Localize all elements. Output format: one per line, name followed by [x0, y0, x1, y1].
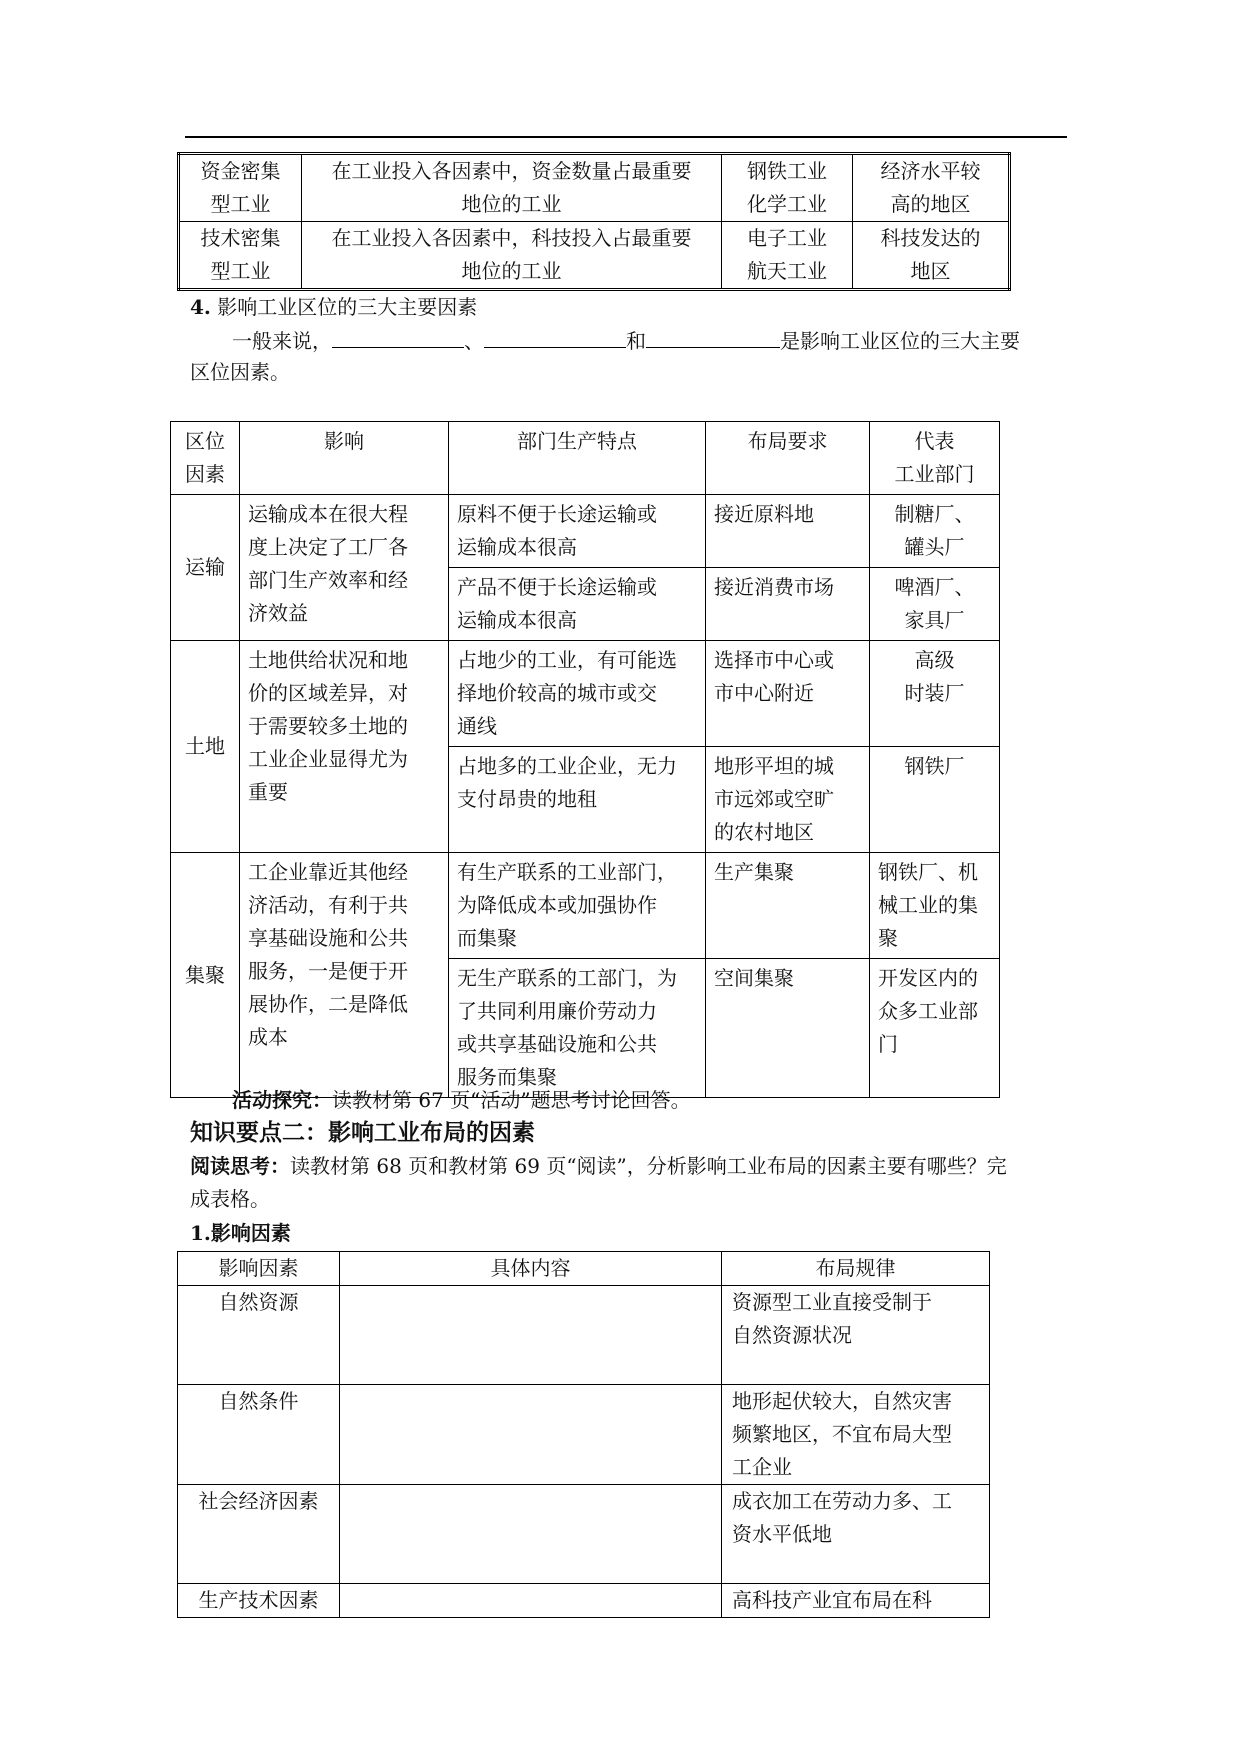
example-cell: 钢铁厂、机 械工业的集 聚: [870, 853, 1000, 959]
industry-desc-cell: 在工业投入各因素中，科技投入占最重要 地位的工业: [302, 222, 722, 290]
factor-cell: 自然条件: [178, 1385, 340, 1485]
table-row: [179, 154, 1010, 222]
header-cell: 布局要求: [706, 422, 870, 495]
requirement-cell: 空间集聚: [706, 959, 870, 1098]
reading-line-2: 成表格。: [190, 1187, 270, 1211]
sentence-line-2: 区位因素。: [190, 360, 290, 384]
section-4-heading: [190, 291, 477, 324]
factor-cell: 生产技术因素: [178, 1584, 340, 1618]
location-factor-table: [170, 421, 1000, 1098]
industry-examples-cell: 钢铁工业 化学工业: [722, 154, 853, 222]
feature-cell: 无生产联系的工部门，为 了共同利用廉价劳动力 或共享基础设施和公共 服务而集聚: [449, 959, 706, 1098]
table-row: [178, 1584, 990, 1618]
example-cell: 制糖厂、 罐头厂: [870, 495, 1000, 568]
feature-cell: 占地少的工业，有可能选 择地价较高的城市或交 通线: [449, 641, 706, 747]
activity-text: 读教材第 67 页“活动”题思考讨论回答。: [332, 1088, 691, 1112]
requirement-cell: 地形平坦的城 市远郊或空旷 的农村地区: [706, 747, 870, 853]
activity-label: 活动探究：: [232, 1088, 332, 1112]
rule-cell: 资源型工业直接受制于 自然资源状况: [722, 1286, 990, 1385]
requirement-cell: 接近原料地: [706, 495, 870, 568]
table-row: [178, 1485, 990, 1584]
header-cell: 部门生产特点: [449, 422, 706, 495]
table-row: [178, 1385, 990, 1485]
answer-blank-2[interactable]: [484, 323, 626, 348]
reading-line-1: [190, 1150, 1007, 1183]
reading-label: 阅读思考：: [190, 1154, 290, 1178]
industry-type-table: [177, 152, 1011, 291]
table-row: [179, 222, 1010, 290]
subheading-factors: 1.影响因素: [190, 1221, 291, 1245]
table-header-row: [171, 422, 1000, 495]
blank-separator-2: 和: [626, 329, 646, 353]
example-cell: 高级 时装厂: [870, 641, 1000, 747]
blank-separator-1: 、: [464, 329, 484, 353]
factor-cell: 自然资源: [178, 1286, 340, 1385]
reading-text: 读教材第 68 页和教材第 69 页“阅读”，分析影响工业布局的因素主要有哪些？完: [290, 1154, 1007, 1178]
feature-cell: 产品不便于长途运输或 运输成本很高: [449, 568, 706, 641]
knowledge-point-2-title: 知识要点二：影响工业布局的因素: [190, 1119, 535, 1146]
sentence-suffix: 是影响工业区位的三大主要: [780, 329, 1020, 353]
factor-cell: 社会经济因素: [178, 1485, 340, 1584]
answer-blank-1[interactable]: [332, 323, 464, 348]
factor-cell: 土地: [171, 641, 240, 853]
industry-type-cell: 资金密集 型工业: [179, 154, 302, 222]
header-rule: [185, 136, 1067, 138]
content-cell[interactable]: [340, 1385, 722, 1485]
industry-examples-cell: 电子工业 航天工业: [722, 222, 853, 290]
example-cell: 开发区内的 众多工业部 门: [870, 959, 1000, 1098]
industry-region-cell: 经济水平较 高的地区: [853, 154, 1010, 222]
header-cell: 代表 工业部门: [870, 422, 1000, 495]
content-cell[interactable]: [340, 1584, 722, 1618]
industry-desc-cell: 在工业投入各因素中，资金数量占最重要 地位的工业: [302, 154, 722, 222]
layout-factor-table: [177, 1251, 990, 1618]
content-cell[interactable]: [340, 1485, 722, 1584]
impact-cell: 运输成本在很大程 度上决定了工厂各 部门生产效率和经 济效益: [240, 495, 449, 641]
table-header-row: [178, 1252, 990, 1286]
impact-cell: 工企业靠近其他经 济活动，有利于共 享基础设施和公共 服务，一是便于开 展协作，二是降低 成本: [240, 853, 449, 1098]
table-row: [171, 641, 1000, 747]
content-cell[interactable]: [340, 1286, 722, 1385]
industry-region-cell: 科技发达的 地区: [853, 222, 1010, 290]
table-row: [171, 495, 1000, 568]
factor-cell: 运输: [171, 495, 240, 641]
impact-cell: 土地供给状况和地 价的区域差异，对 于需要较多土地的 工业企业显得尤为 重要: [240, 641, 449, 853]
table-row: [178, 1286, 990, 1385]
activity-line: [232, 1084, 691, 1117]
feature-cell: 有生产联系的工业部门， 为降低成本或加强协作 而集聚: [449, 853, 706, 959]
header-cell: 影响因素: [178, 1252, 340, 1286]
requirement-cell: 接近消费市场: [706, 568, 870, 641]
section-4-number: 4.: [190, 295, 211, 319]
rule-cell: 高科技产业宜布局在科: [722, 1584, 990, 1618]
example-cell: 钢铁厂: [870, 747, 1000, 853]
header-cell: 区位 因素: [171, 422, 240, 495]
feature-cell: 占地多的工业企业，无力 支付昂贵的地租: [449, 747, 706, 853]
table-row: [171, 853, 1000, 959]
requirement-cell: 选择市中心或 市中心附近: [706, 641, 870, 747]
feature-cell: 原料不便于长途运输或 运输成本很高: [449, 495, 706, 568]
example-cell: 啤酒厂、 家具厂: [870, 568, 1000, 641]
header-cell: 影响: [240, 422, 449, 495]
answer-blank-3[interactable]: [646, 323, 780, 348]
factor-cell: 集聚: [171, 853, 240, 1098]
header-cell: 具体内容: [340, 1252, 722, 1286]
rule-cell: 成衣加工在劳动力多、工 资水平低地: [722, 1485, 990, 1584]
fill-blank-sentence: [232, 323, 1020, 358]
sentence-prefix: 一般来说，: [232, 329, 332, 353]
requirement-cell: 生产集聚: [706, 853, 870, 959]
rule-cell: 地形起伏较大，自然灾害 频繁地区，不宜布局大型 工企业: [722, 1385, 990, 1485]
section-4-title: 影响工业区位的三大主要因素: [217, 295, 478, 319]
industry-type-cell: 技术密集 型工业: [179, 222, 302, 290]
header-cell: 布局规律: [722, 1252, 990, 1286]
